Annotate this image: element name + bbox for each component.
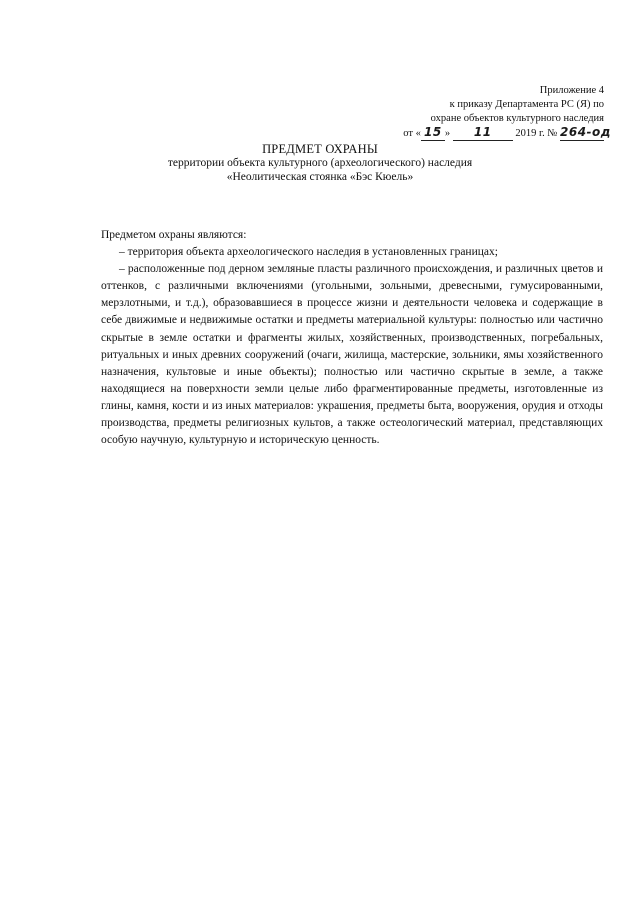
body-item-territory: – территория объекта археологического наследия в установленных границах; xyxy=(119,246,498,259)
order-number-handwritten: 264-од xyxy=(560,125,611,139)
order-day-field xyxy=(421,126,445,141)
document-body xyxy=(101,227,603,449)
document-title: ПРЕДМЕТ ОХРАНЫ xyxy=(262,142,378,156)
order-date-line xyxy=(344,125,611,142)
body-intro: Предметом охраны являются: xyxy=(101,229,247,241)
document-title-block xyxy=(0,142,640,184)
department-name: охране объектов культурного наследия xyxy=(430,113,604,124)
order-day-handwritten: 15 xyxy=(424,125,442,139)
document-subtitle-line2: «Неолитическая стоянка «Бэс Кюель» xyxy=(226,171,414,183)
order-month-field xyxy=(453,126,513,141)
order-close-quote: » xyxy=(444,128,451,139)
order-from-label: от « xyxy=(403,128,421,139)
document-subtitle-line1: территории объекта культурного (археологического) наследия xyxy=(167,157,473,169)
order-reference: к приказу Департамента РС (Я) по xyxy=(449,99,604,110)
order-month-handwritten: 11 xyxy=(473,125,492,139)
order-year-label: 2019 г. № xyxy=(515,128,558,139)
order-number-field xyxy=(560,125,611,141)
appendix-number: Приложение 4 xyxy=(539,85,604,96)
body-item-layers: – расположенные под дерном земляные пласты различного происхождения, и различных цветов и оттенков, с различными включениями (угольными, зольными, древесными, гумусированными, мерзлотными, и т.д.), образовавшиеся в процессе жизни и деятельности человека и содержащие в себе движимые и недвижимые остатки и предметы материальной культуры: полностью или частично скрытые в земле остатки и фрагменты жилых, хозяйственных, производственных, погребальных, ритуальных и иных древних сооружений (очаги, жилища, мастерские, зольники, ямы хозяйственного назначения, культовые и иные объекты); полностью или частично скрытые в земле, а также находящиеся на поверхности земли целые либо фрагментированные предметы, изготовленные из глины, камня, кости и из иных материалов: украшения, предметы быта, вооружения, орудия и отходы производства, предметы религиозных культов, а также остеологический материал, представляющих особую научную, культурную и историческую ценность. xyxy=(101,263,603,447)
appendix-header xyxy=(344,84,611,142)
